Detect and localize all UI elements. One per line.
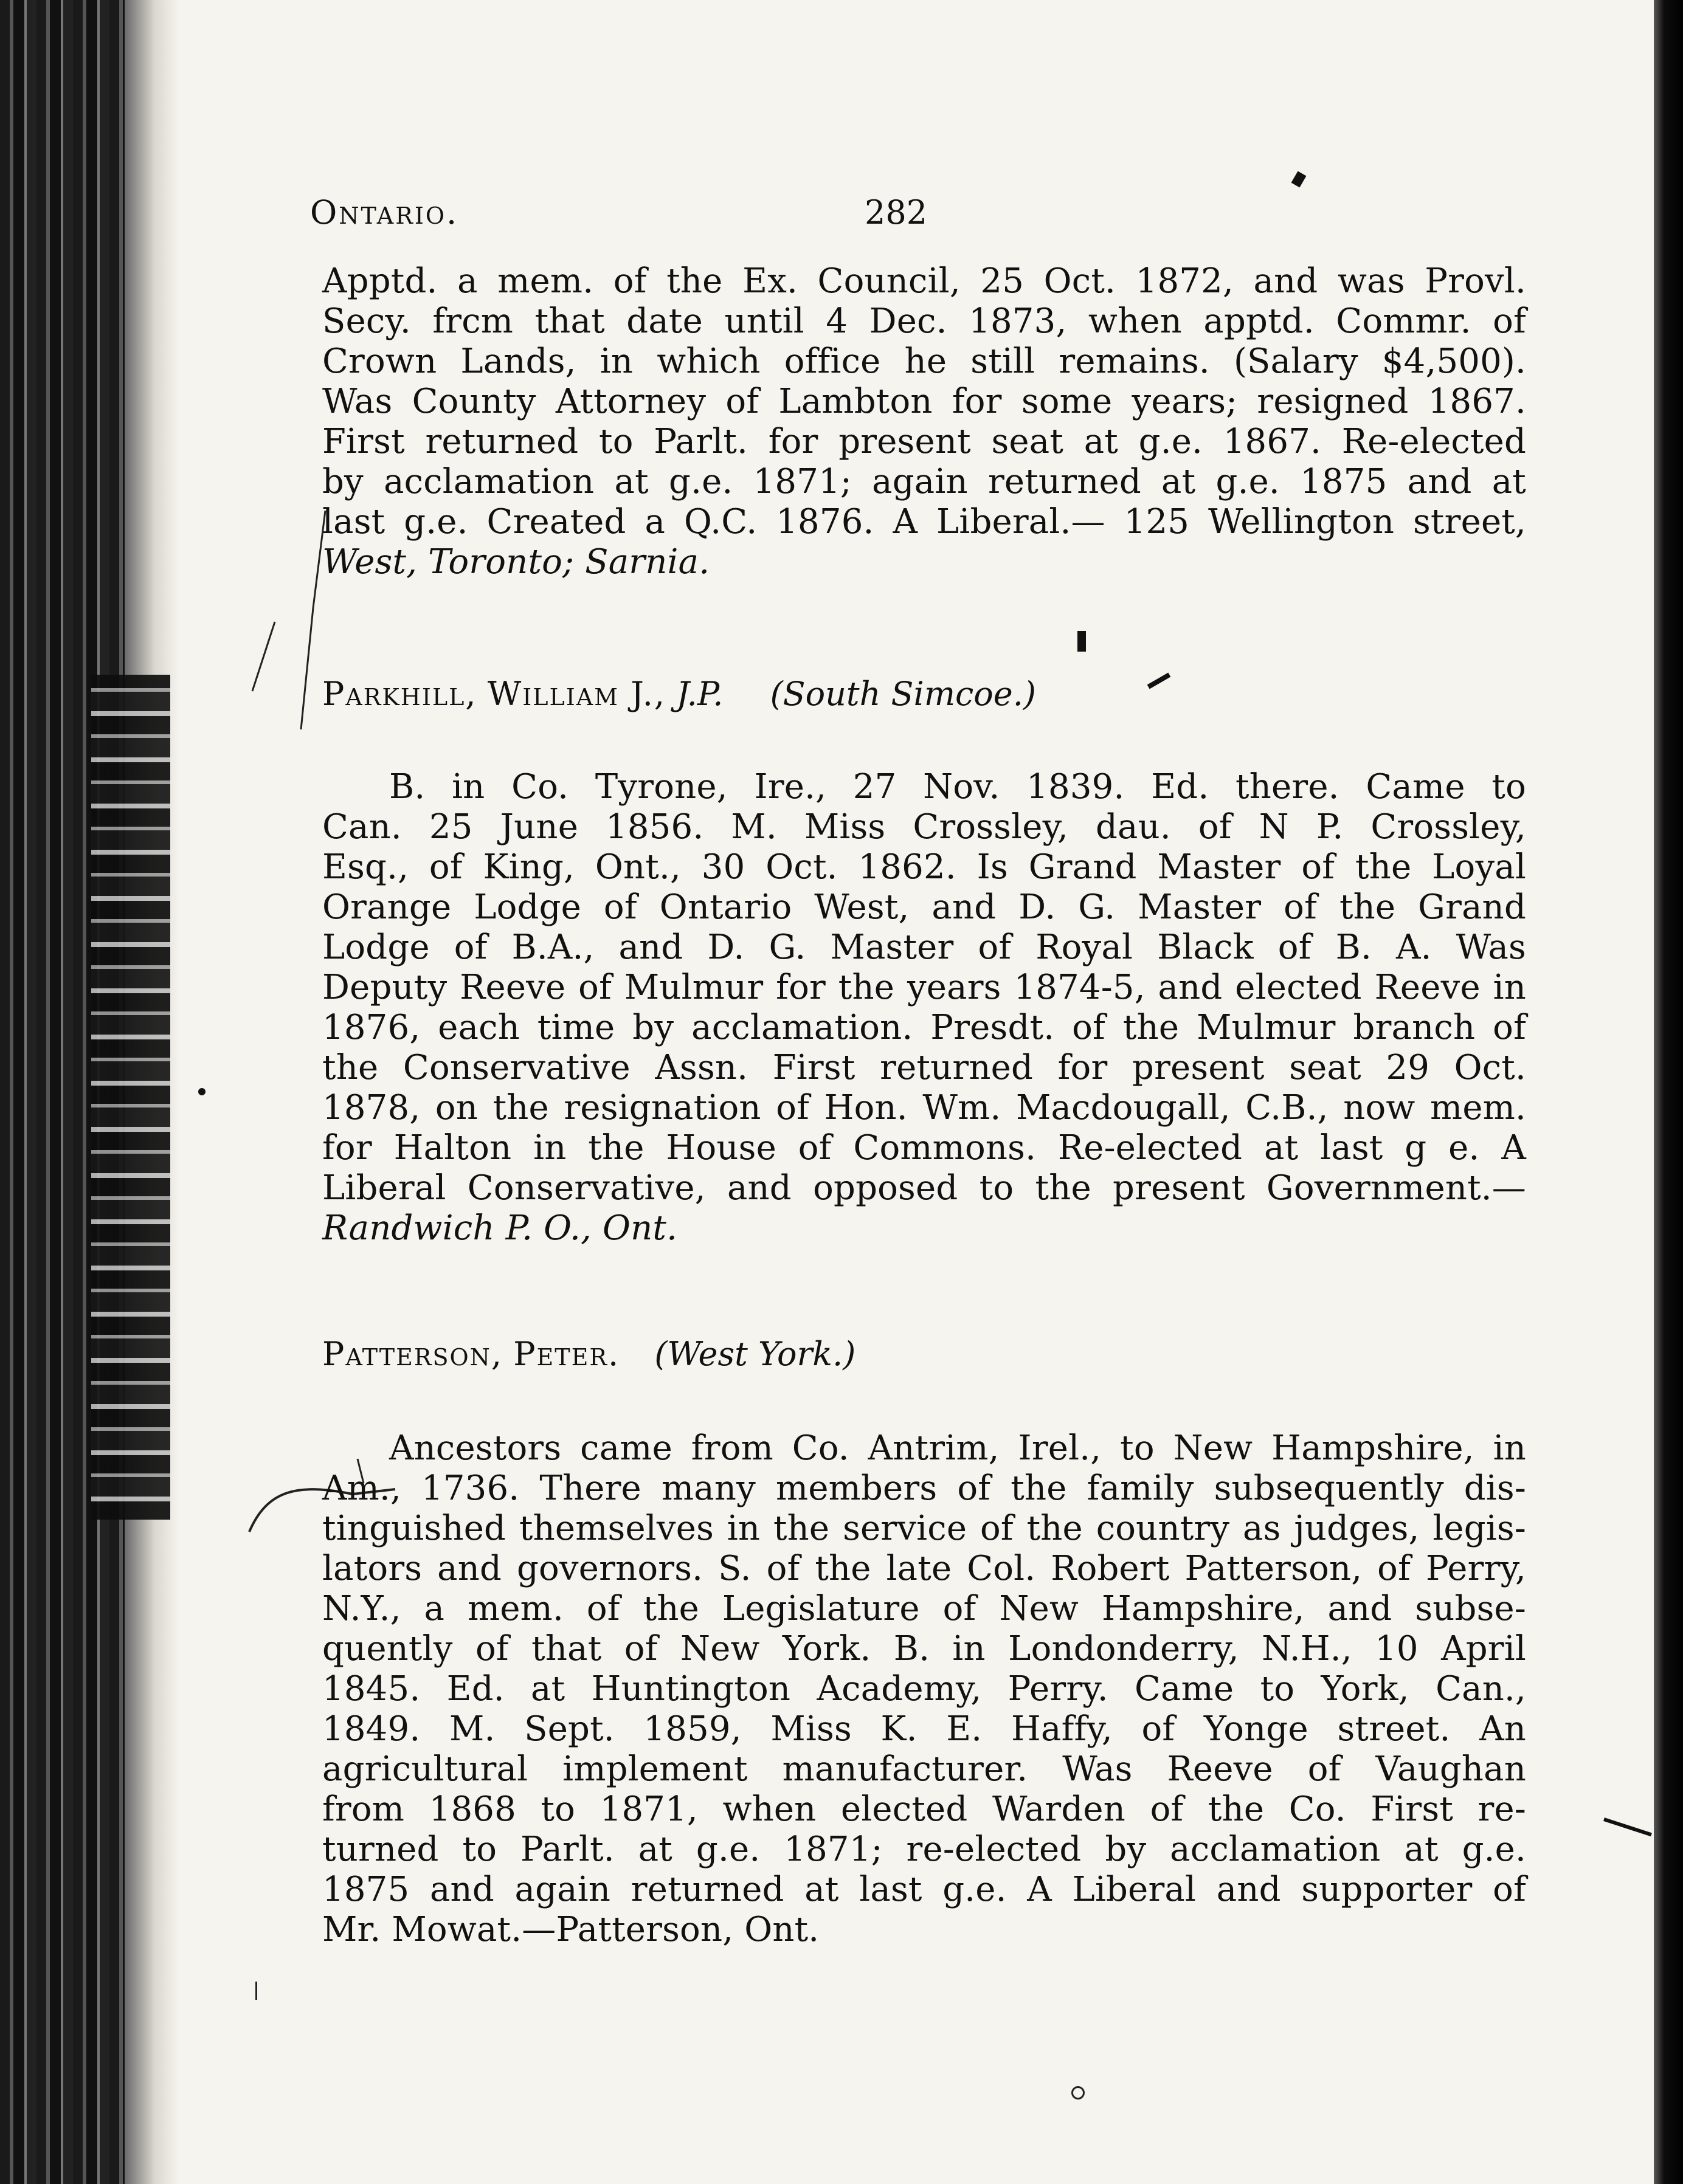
text-line: N.Y., a mem. of the Legislature of New Hampshire, and subse- [322, 1589, 1526, 1628]
entry-riding: (West York.) [654, 1335, 856, 1373]
running-head [310, 193, 1526, 236]
text-line: Was County Attorney of Lambton for some years; resigned 1867. [322, 382, 1526, 421]
text-line: agricultural implement manufacturer. Was Reeve of Vaughan [322, 1749, 1526, 1789]
continued-entry [322, 261, 1526, 582]
text-line: for Halton in the House of Commons. Re-elected at last g e. A [322, 1128, 1526, 1168]
text-line: Am., 1736. There many members of the family subsequently dis- [322, 1469, 1526, 1508]
text-line: West, Toronto; Sarnia. [322, 542, 710, 582]
text-line: from 1868 to 1871, when elected Warden of the Co. First re- [322, 1790, 1526, 1829]
entry-given-name: Peter. [513, 1335, 620, 1373]
text-line: the Conservative Assn. First returned for present seat 29 Oct. [322, 1048, 1526, 1087]
text-line: lators and governors. S. of the late Col. Robert Patterson, of Perry, [322, 1549, 1526, 1588]
text-line: Can. 25 June 1856. M. Miss Crossley, dau. of N P. Crossley, [322, 807, 1526, 847]
text-line: Lodge of B.A., and D. G. Master of Royal Black of B. A. Was [322, 928, 1526, 967]
text-line: Crown Lands, in which office he still remains. (Salary $4,500). [322, 342, 1526, 381]
entry-heading-patterson [322, 1335, 855, 1373]
margin-pen-stroke [1603, 1817, 1652, 1836]
entry-body-parkhill [322, 767, 1526, 1249]
text-line: Esq., of King, Ont., 30 Oct. 1862. Is Grand Master of the Loyal [322, 847, 1526, 887]
text-line: 1875 and again returned at last g.e. A Liberal and supporter of [322, 1870, 1526, 1909]
text-line: Liberal Conservative, and opposed to the present Government.— [322, 1168, 1526, 1208]
entry-title: J.P. [676, 675, 724, 713]
text-line: by acclamation at g.e. 1871; again returned at g.e. 1875 and at [322, 462, 1526, 501]
text-line: Deputy Reeve of Mulmur for the years 1874-5, and elected Reeve in [322, 968, 1526, 1007]
ink-speck [1291, 171, 1307, 187]
running-head-province: Ontario. [310, 193, 459, 232]
text-line: 1878, on the resignation of Hon. Wm. Macdougall, C.B., now mem. [322, 1088, 1526, 1128]
entry-surname: Patterson, [322, 1335, 503, 1373]
page-number: 282 [865, 193, 928, 232]
entry-riding: (South Simcoe.) [770, 675, 1036, 713]
entry-given-name: William J., [487, 675, 666, 713]
text-line: B. in Co. Tyrone, Ire., 27 Nov. 1839. Ed. there. Came to [389, 767, 1526, 807]
text-line: Ancestors came from Co. Antrim, Irel., to New Hampshire, in [389, 1428, 1526, 1468]
pen-stroke [252, 621, 276, 691]
text-line: quently of that of New York. B. in Londonderry, N.H., 10 April [322, 1629, 1526, 1669]
text-line: First returned to Parlt. for present seat at g.e. 1867. Re-elected [322, 422, 1526, 461]
text-line: Mr. Mowat.—Patterson, Ont. [322, 1910, 820, 1949]
text-line: tinguished themselves in the service of the country as judges, legis- [322, 1509, 1526, 1548]
text-line: Orange Lodge of Ontario West, and D. G. Master of the Grand [322, 887, 1526, 927]
text-line: Apptd. a mem. of the Ex. Council, 25 Oct. 1872, and was Provl. [322, 261, 1526, 301]
spine-stamp [91, 675, 170, 1520]
text-line: 1845. Ed. at Huntington Academy, Perry. Came to York, Can., [322, 1669, 1526, 1709]
text-line: Secy. frcm that date until 4 Dec. 1873, when apptd. Commr. of [322, 301, 1526, 341]
page-edge-shadow [1654, 0, 1683, 2184]
text-line: 1849. M. Sept. 1859, Miss K. E. Haffy, of Yonge street. An [322, 1709, 1526, 1749]
text-line: last g.e. Created a Q.C. 1876. A Liberal.— 125 Wellington street, [322, 502, 1526, 542]
text-line: 1876, each time by acclamation. Presdt. of the Mulmur branch of [322, 1008, 1526, 1047]
ink-ring [1071, 2086, 1085, 2100]
entry-surname: Parkhill, [322, 675, 477, 713]
entry-body-patterson [322, 1428, 1526, 1950]
pen-stroke [255, 1982, 257, 2000]
ink-speck [1147, 673, 1171, 689]
ink-speck [1077, 631, 1086, 652]
ink-speck [198, 1088, 206, 1095]
entry-heading-parkhill [322, 675, 1036, 713]
text-line: Randwich P. O., Ont. [322, 1208, 678, 1248]
text-line: turned to Parlt. at g.e. 1871; re-elected by acclamation at g.e. [322, 1830, 1526, 1869]
